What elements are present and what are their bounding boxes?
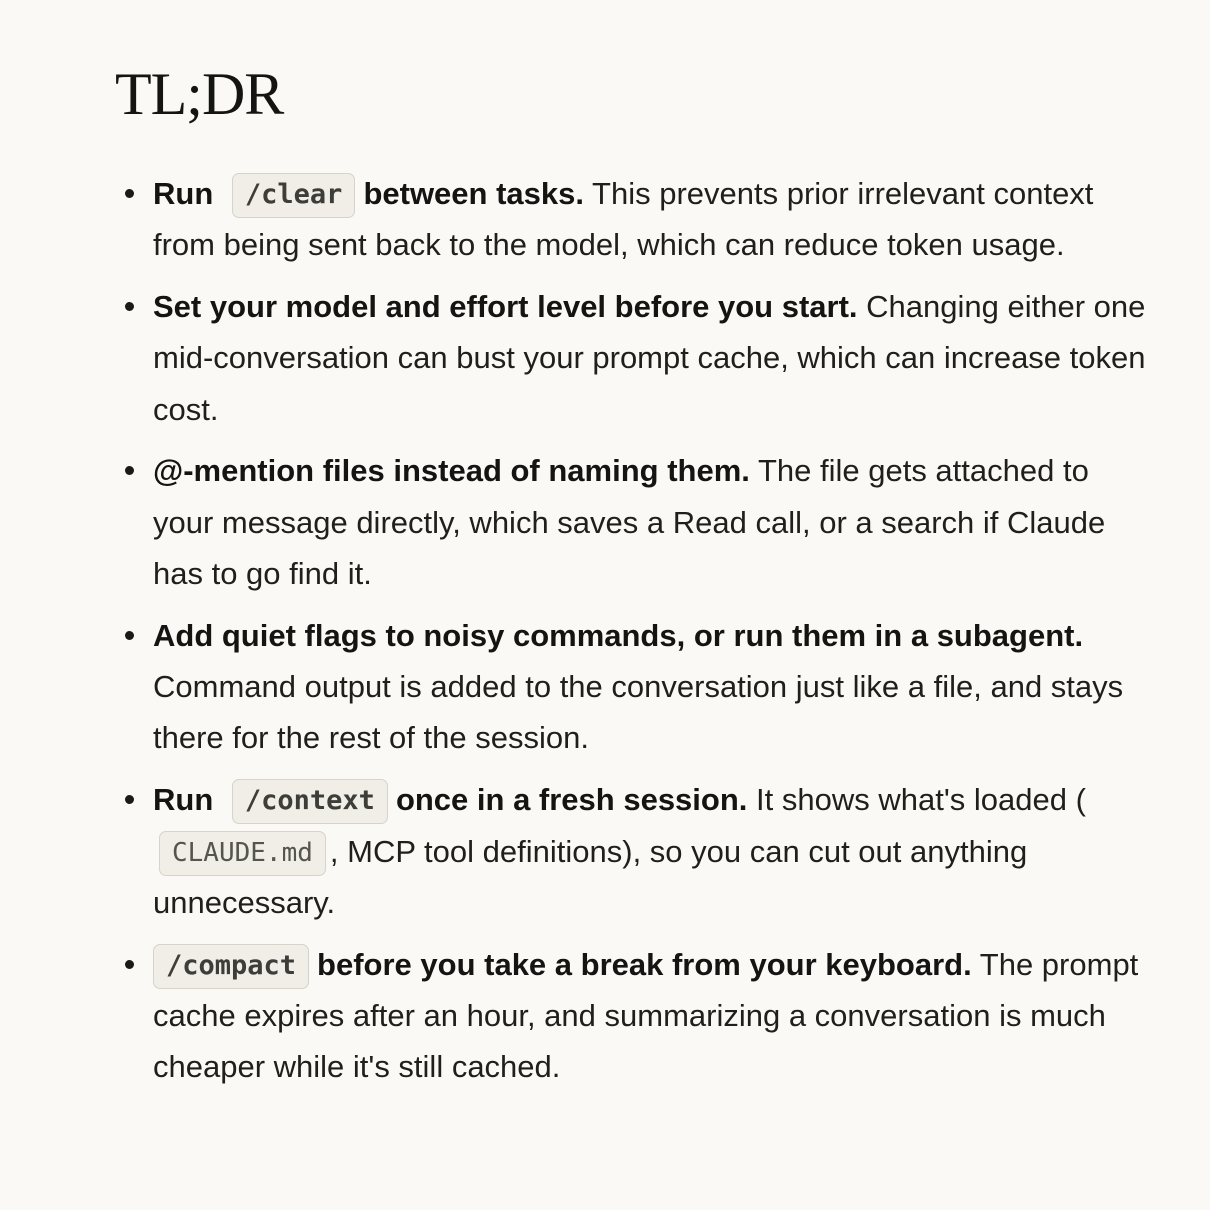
clear-command-code: /clear xyxy=(232,173,356,218)
tip-body: The prompt cache expires after an hour, and summarizing a conversation is much cheaper while it's still cached. xyxy=(153,946,1139,1085)
tip-prefix: Run xyxy=(153,176,214,211)
tips-list xyxy=(153,168,1153,1093)
tip-model-effort xyxy=(153,281,1153,435)
tip-mention-files xyxy=(153,445,1153,599)
tip-lead: Add quiet flags to noisy commands, or run them in a subagent. xyxy=(153,617,1084,653)
tip-body: This prevents prior irrelevant context from being sent back to the model, which can reduce token usage. xyxy=(153,176,1094,263)
tip-context xyxy=(153,774,1153,928)
bullet-dot xyxy=(125,302,134,311)
tip-lead: once in a fresh session. xyxy=(395,782,748,818)
bullet-dot xyxy=(125,631,134,640)
tip-lead: between tasks. xyxy=(363,176,584,211)
tip-lead: before you take a break from your keyboard. xyxy=(317,946,972,982)
tip-lead: @-mention files instead of naming them. xyxy=(153,453,750,489)
bullet-dot xyxy=(125,795,134,804)
compact-command-code: /compact xyxy=(153,944,309,989)
claude-md-code: CLAUDE.md xyxy=(159,831,326,876)
bullet-dot xyxy=(125,189,134,198)
tip-clear xyxy=(153,168,1153,271)
page-title: TL;DR xyxy=(115,61,284,127)
tip-body: Command output is added to the conversation just like a file, and stays there for the rest of the session. xyxy=(153,669,1124,756)
tip-lead: Set your model and effort level before you start. xyxy=(153,289,858,325)
bullet-dot xyxy=(125,960,134,969)
bullet-dot xyxy=(125,466,134,475)
tip-prefix: Run xyxy=(153,782,214,818)
tip-body: The file gets attached to your message directly, which saves a Read call, or a search if Claude has to go find it. xyxy=(153,453,1106,592)
context-command-code: /context xyxy=(232,779,388,824)
tip-compact xyxy=(153,939,1153,1093)
tip-body: Changing either one mid-conversation can bust your prompt cache, which can increase token cost. xyxy=(153,289,1146,427)
tip-body-continued: , MCP tool definitions), so you can cut out anything unnecessary. xyxy=(153,833,1028,920)
tip-quiet-flags xyxy=(153,610,1153,764)
tip-body: It shows what's loaded ( xyxy=(756,782,1086,818)
